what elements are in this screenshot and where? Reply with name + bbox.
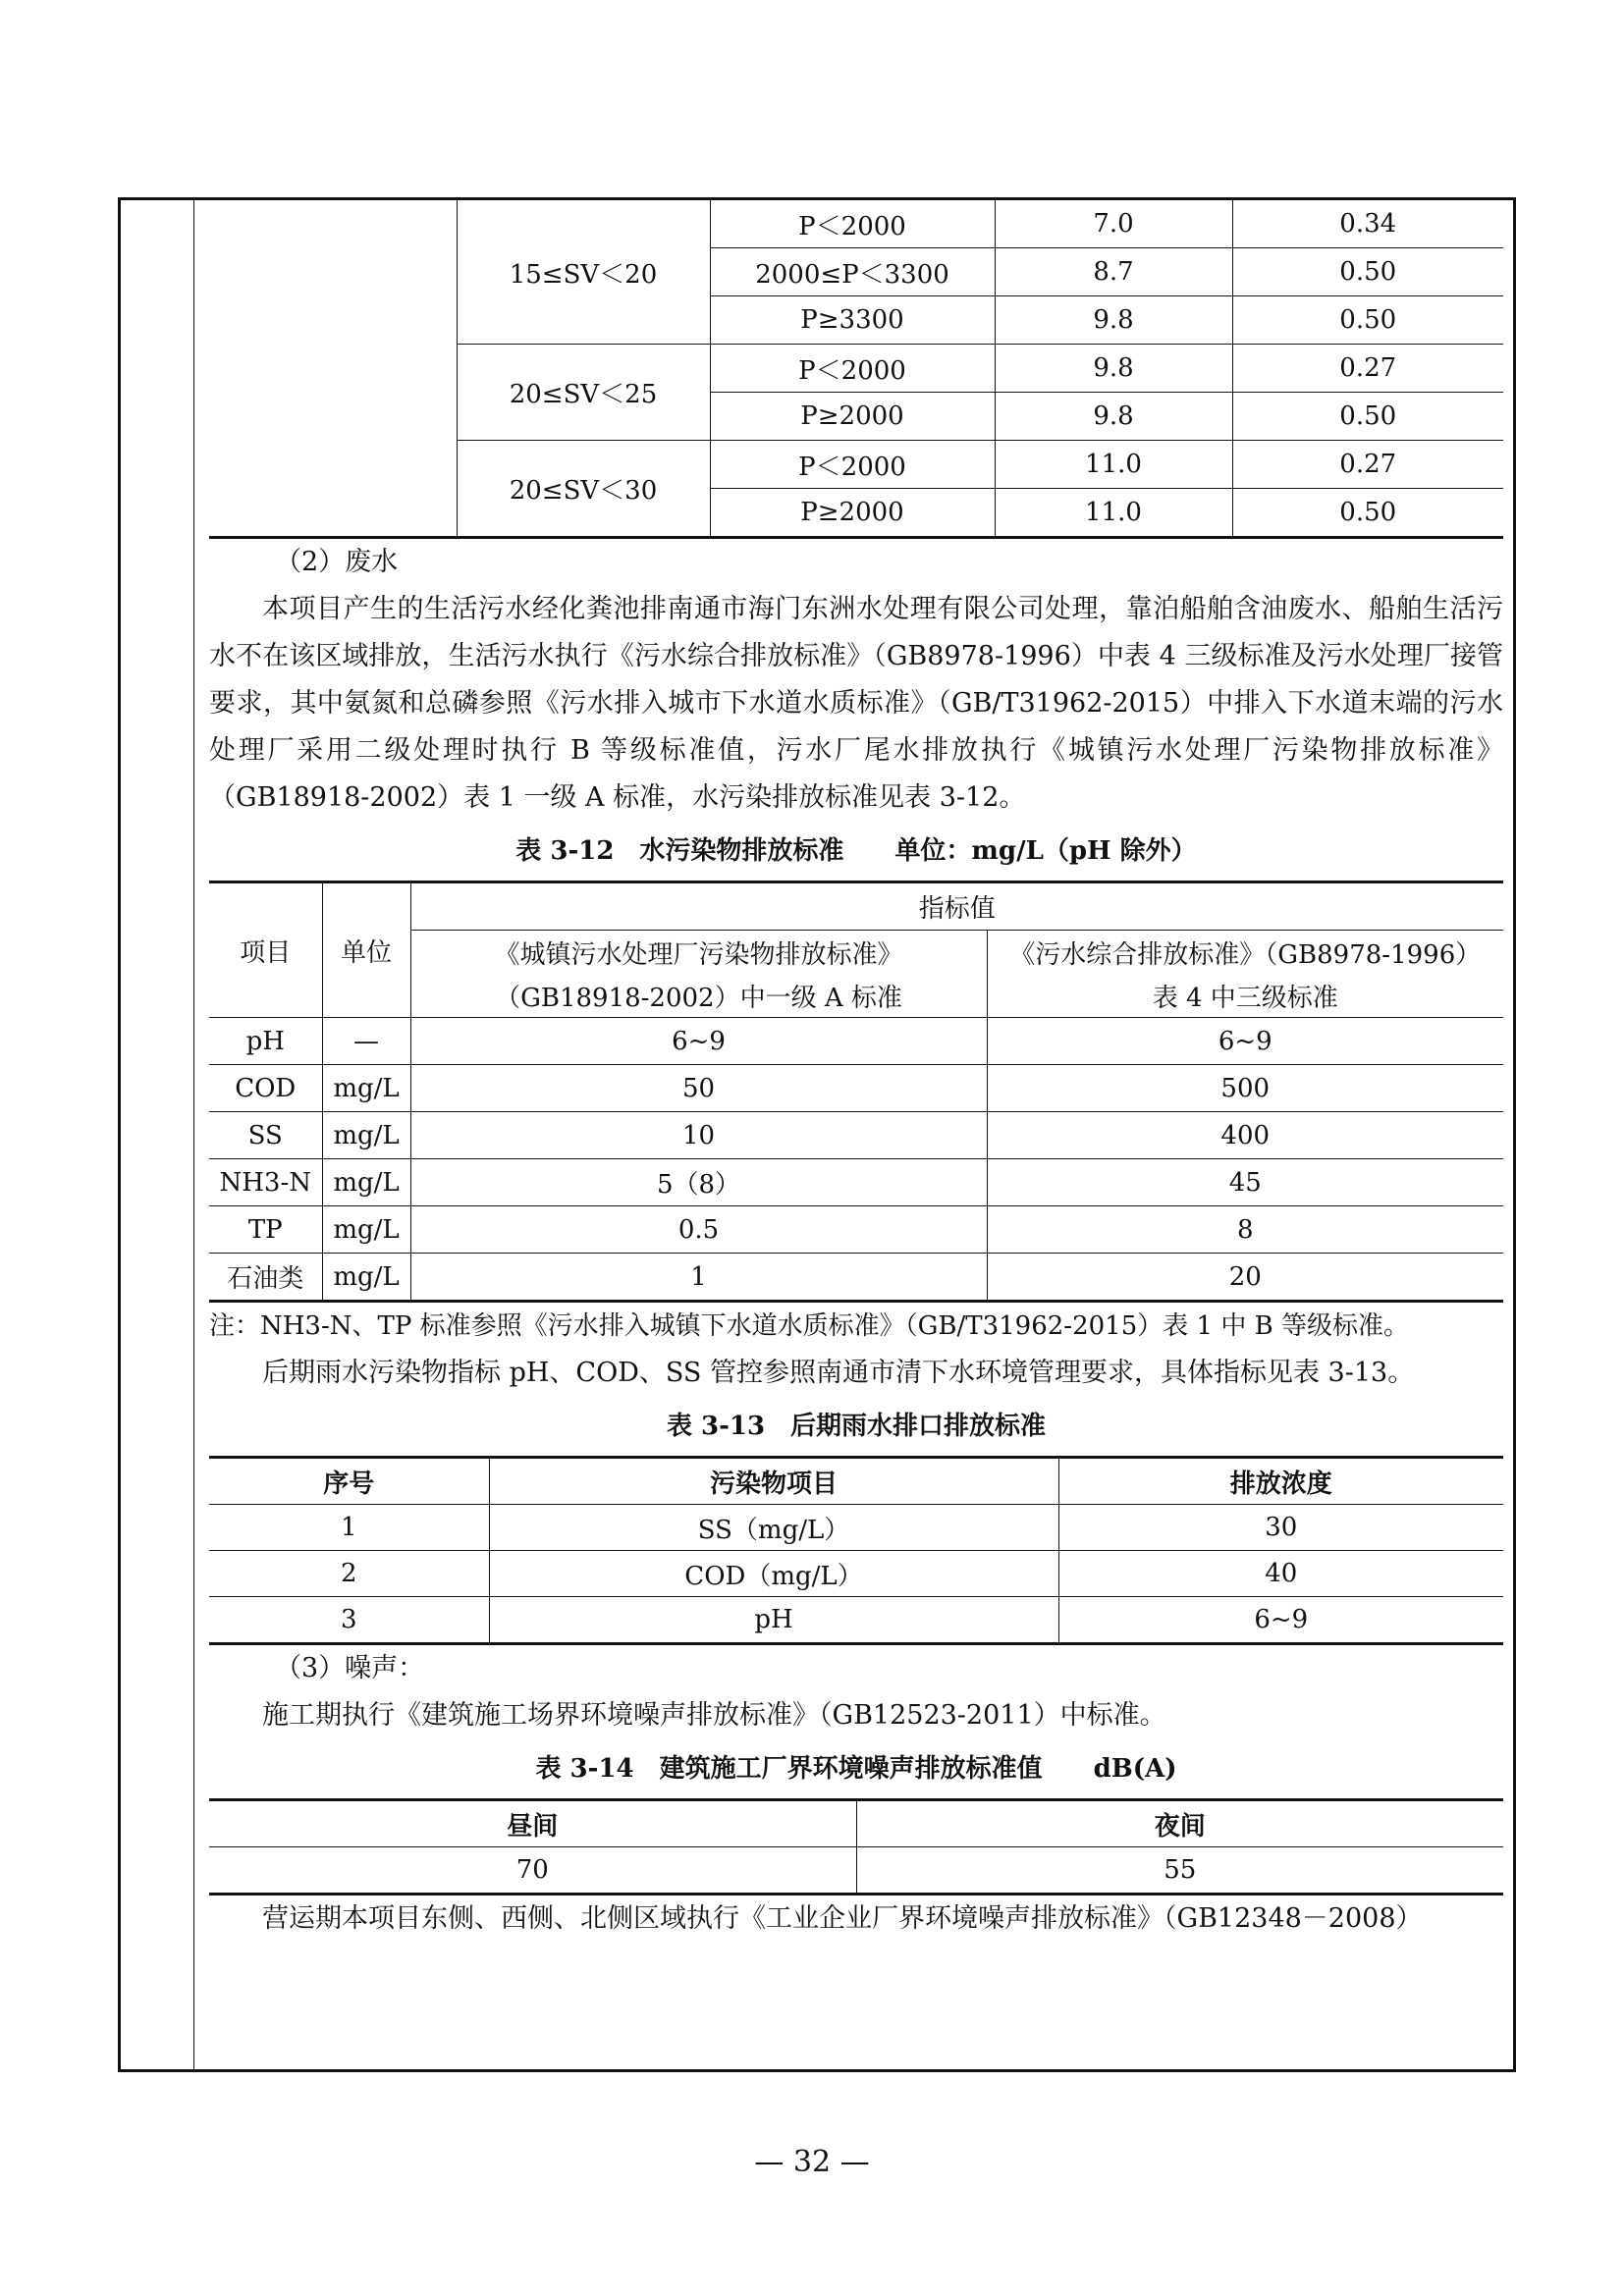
page-number: — 32 —	[754, 2145, 870, 2179]
table-caption-3-14: 表 3-14 建筑施工厂界环境噪声排放标准值 dB(A)	[535, 1754, 1177, 1784]
paragraph-noise: 施工期执行《建筑施工场界环境噪声排放标准》（GB12523-2011）中标准。	[262, 1700, 1166, 1731]
paragraph-rainwater: 后期雨水污染物指标 pH、COD、SS 管控参照南通市清下水环境管理要求，具体指标见表 3-13。	[262, 1358, 1415, 1388]
value-cell: 500	[987, 1065, 1503, 1112]
header-index: 指标值	[410, 882, 1503, 931]
value-cell: 1	[410, 1254, 987, 1302]
unit-cell: —	[322, 1018, 410, 1065]
header-cell: 昼间	[209, 1800, 856, 1847]
group-cell: 20≤SV＜30	[457, 441, 710, 538]
cell: SS（mg/L）	[489, 1505, 1058, 1551]
header-cell: 夜间	[856, 1800, 1503, 1847]
item-cell: pH	[209, 1018, 322, 1065]
p-cell: P＜2000	[710, 441, 995, 489]
value-cell: 0.50	[1232, 296, 1503, 345]
cell: COD（mg/L）	[489, 1551, 1058, 1597]
table-row	[209, 1505, 1503, 1551]
item-cell: NH3-N	[209, 1159, 322, 1206]
p-cell: P＜2000	[710, 345, 995, 393]
table-header-row	[209, 882, 1503, 931]
value-cell: 50	[410, 1065, 987, 1112]
value-cell: 0.27	[1232, 441, 1503, 489]
cell: 6~9	[1058, 1597, 1503, 1644]
header-cell: 序号	[209, 1458, 489, 1505]
header-unit: 单位	[322, 882, 410, 1018]
table-note: 注：NH3-N、TP 标准参照《污水排入城镇下水道水质标准》（GB/T31962-2015）表 1 中 B 等级标准。	[209, 1311, 1409, 1341]
value-cell: 8.7	[995, 248, 1232, 296]
unit-cell: mg/L	[322, 1159, 410, 1206]
value-cell: 6~9	[410, 1018, 987, 1065]
table-continuation	[209, 200, 1503, 539]
unit-cell: mg/L	[322, 1254, 410, 1302]
value-cell: 0.50	[1232, 248, 1503, 296]
table-row	[209, 1065, 1503, 1112]
value-cell: 11.0	[995, 441, 1232, 489]
table-row	[209, 1159, 1503, 1206]
p-cell: P≥2000	[710, 489, 995, 538]
paragraph-wastewater: 本项目产生的生活污水经化粪池排南通市海门东洲水处理有限公司处理，靠泊船舶含油废水、船舶生活污水不在该区域排放，生活污水执行《污水综合排放标准》（GB8978-1996）中表 4 三级标准及污水处理厂接管要求，其中氨氮和总磷参照《污水排入城市下水道水质标准》（GB/T31962-2015）中排入下水道末端的污水处理厂采用二级处理时执行 B 等级标准值，污水厂尾水排放执行《城镇污水处理厂污染物排放标准》（GB18918-2002）表 1 一级 A 标准，水污染排放标准见表 3-12。	[209, 594, 1503, 813]
value-cell: 400	[987, 1112, 1503, 1159]
table-row	[209, 1254, 1503, 1302]
cell: 3	[209, 1597, 489, 1644]
item-cell: SS	[209, 1112, 322, 1159]
value-cell: 0.50	[1232, 393, 1503, 441]
p-cell: P＜2000	[710, 200, 995, 248]
table-3-12	[209, 881, 1503, 1303]
empty-cell	[209, 200, 457, 538]
section-heading-noise: （3）噪声：	[275, 1653, 425, 1683]
header-item: 项目	[209, 882, 322, 1018]
cell: 70	[209, 1847, 856, 1895]
value-cell: 7.0	[995, 200, 1232, 248]
table-row	[209, 1597, 1503, 1644]
value-cell: 0.50	[1232, 489, 1503, 538]
unit-cell: mg/L	[322, 1206, 410, 1254]
header-std1-line1: 《城镇污水处理厂污染物排放标准》	[410, 931, 987, 975]
table-3-13	[209, 1456, 1503, 1645]
header-cell: 污染物项目	[489, 1458, 1058, 1505]
cell: 1	[209, 1505, 489, 1551]
cell: 55	[856, 1847, 1503, 1895]
table-row	[209, 1206, 1503, 1254]
value-cell: 9.8	[995, 296, 1232, 345]
header-std1-line2: （GB18918-2002）中一级 A 标准	[410, 974, 987, 1018]
paragraph-operation-noise: 营运期本项目东侧、西侧、北侧区域执行《工业企业厂界环境噪声排放标准》（GB12348－2008）	[262, 1903, 1423, 1934]
section-heading-wastewater: （2）废水	[275, 547, 399, 577]
header-std2-line1: 《污水综合排放标准》（GB8978-1996）	[987, 931, 1503, 975]
value-cell: 6~9	[987, 1018, 1503, 1065]
table-3-14	[209, 1798, 1503, 1896]
p-cell: 2000≤P＜3300	[710, 248, 995, 296]
value-cell: 5（8）	[410, 1159, 987, 1206]
page-content	[209, 200, 1503, 1943]
frame-divider	[193, 197, 194, 2072]
value-cell: 8	[987, 1206, 1503, 1254]
value-cell: 0.27	[1232, 345, 1503, 393]
table-caption-3-12: 表 3-12 水污染物排放标准 单位：mg/L（pH 除外）	[515, 836, 1197, 866]
table-row	[209, 1112, 1503, 1159]
item-cell: TP	[209, 1206, 322, 1254]
value-cell: 9.8	[995, 345, 1232, 393]
value-cell: 45	[987, 1159, 1503, 1206]
value-cell: 9.8	[995, 393, 1232, 441]
table-row	[209, 200, 1503, 248]
value-cell: 11.0	[995, 489, 1232, 538]
table-header-row	[209, 1458, 1503, 1505]
header-cell: 排放浓度	[1058, 1458, 1503, 1505]
table-caption-3-13: 表 3-13 后期雨水排口排放标准	[666, 1412, 1047, 1441]
cell: pH	[489, 1597, 1058, 1644]
item-cell: 石油类	[209, 1254, 322, 1302]
group-cell: 15≤SV＜20	[457, 200, 710, 345]
header-std2-line2: 表 4 中三级标准	[987, 974, 1503, 1018]
value-cell: 20	[987, 1254, 1503, 1302]
table-row	[209, 1847, 1503, 1895]
table-header-row	[209, 1800, 1503, 1847]
p-cell: P≥3300	[710, 296, 995, 345]
table-row	[209, 1018, 1503, 1065]
table-row	[209, 1551, 1503, 1597]
unit-cell: mg/L	[322, 1065, 410, 1112]
group-cell: 20≤SV＜25	[457, 345, 710, 441]
value-cell: 10	[410, 1112, 987, 1159]
item-cell: COD	[209, 1065, 322, 1112]
cell: 40	[1058, 1551, 1503, 1597]
cell: 30	[1058, 1505, 1503, 1551]
cell: 2	[209, 1551, 489, 1597]
value-cell: 0.5	[410, 1206, 987, 1254]
p-cell: P≥2000	[710, 393, 995, 441]
unit-cell: mg/L	[322, 1112, 410, 1159]
value-cell: 0.34	[1232, 200, 1503, 248]
